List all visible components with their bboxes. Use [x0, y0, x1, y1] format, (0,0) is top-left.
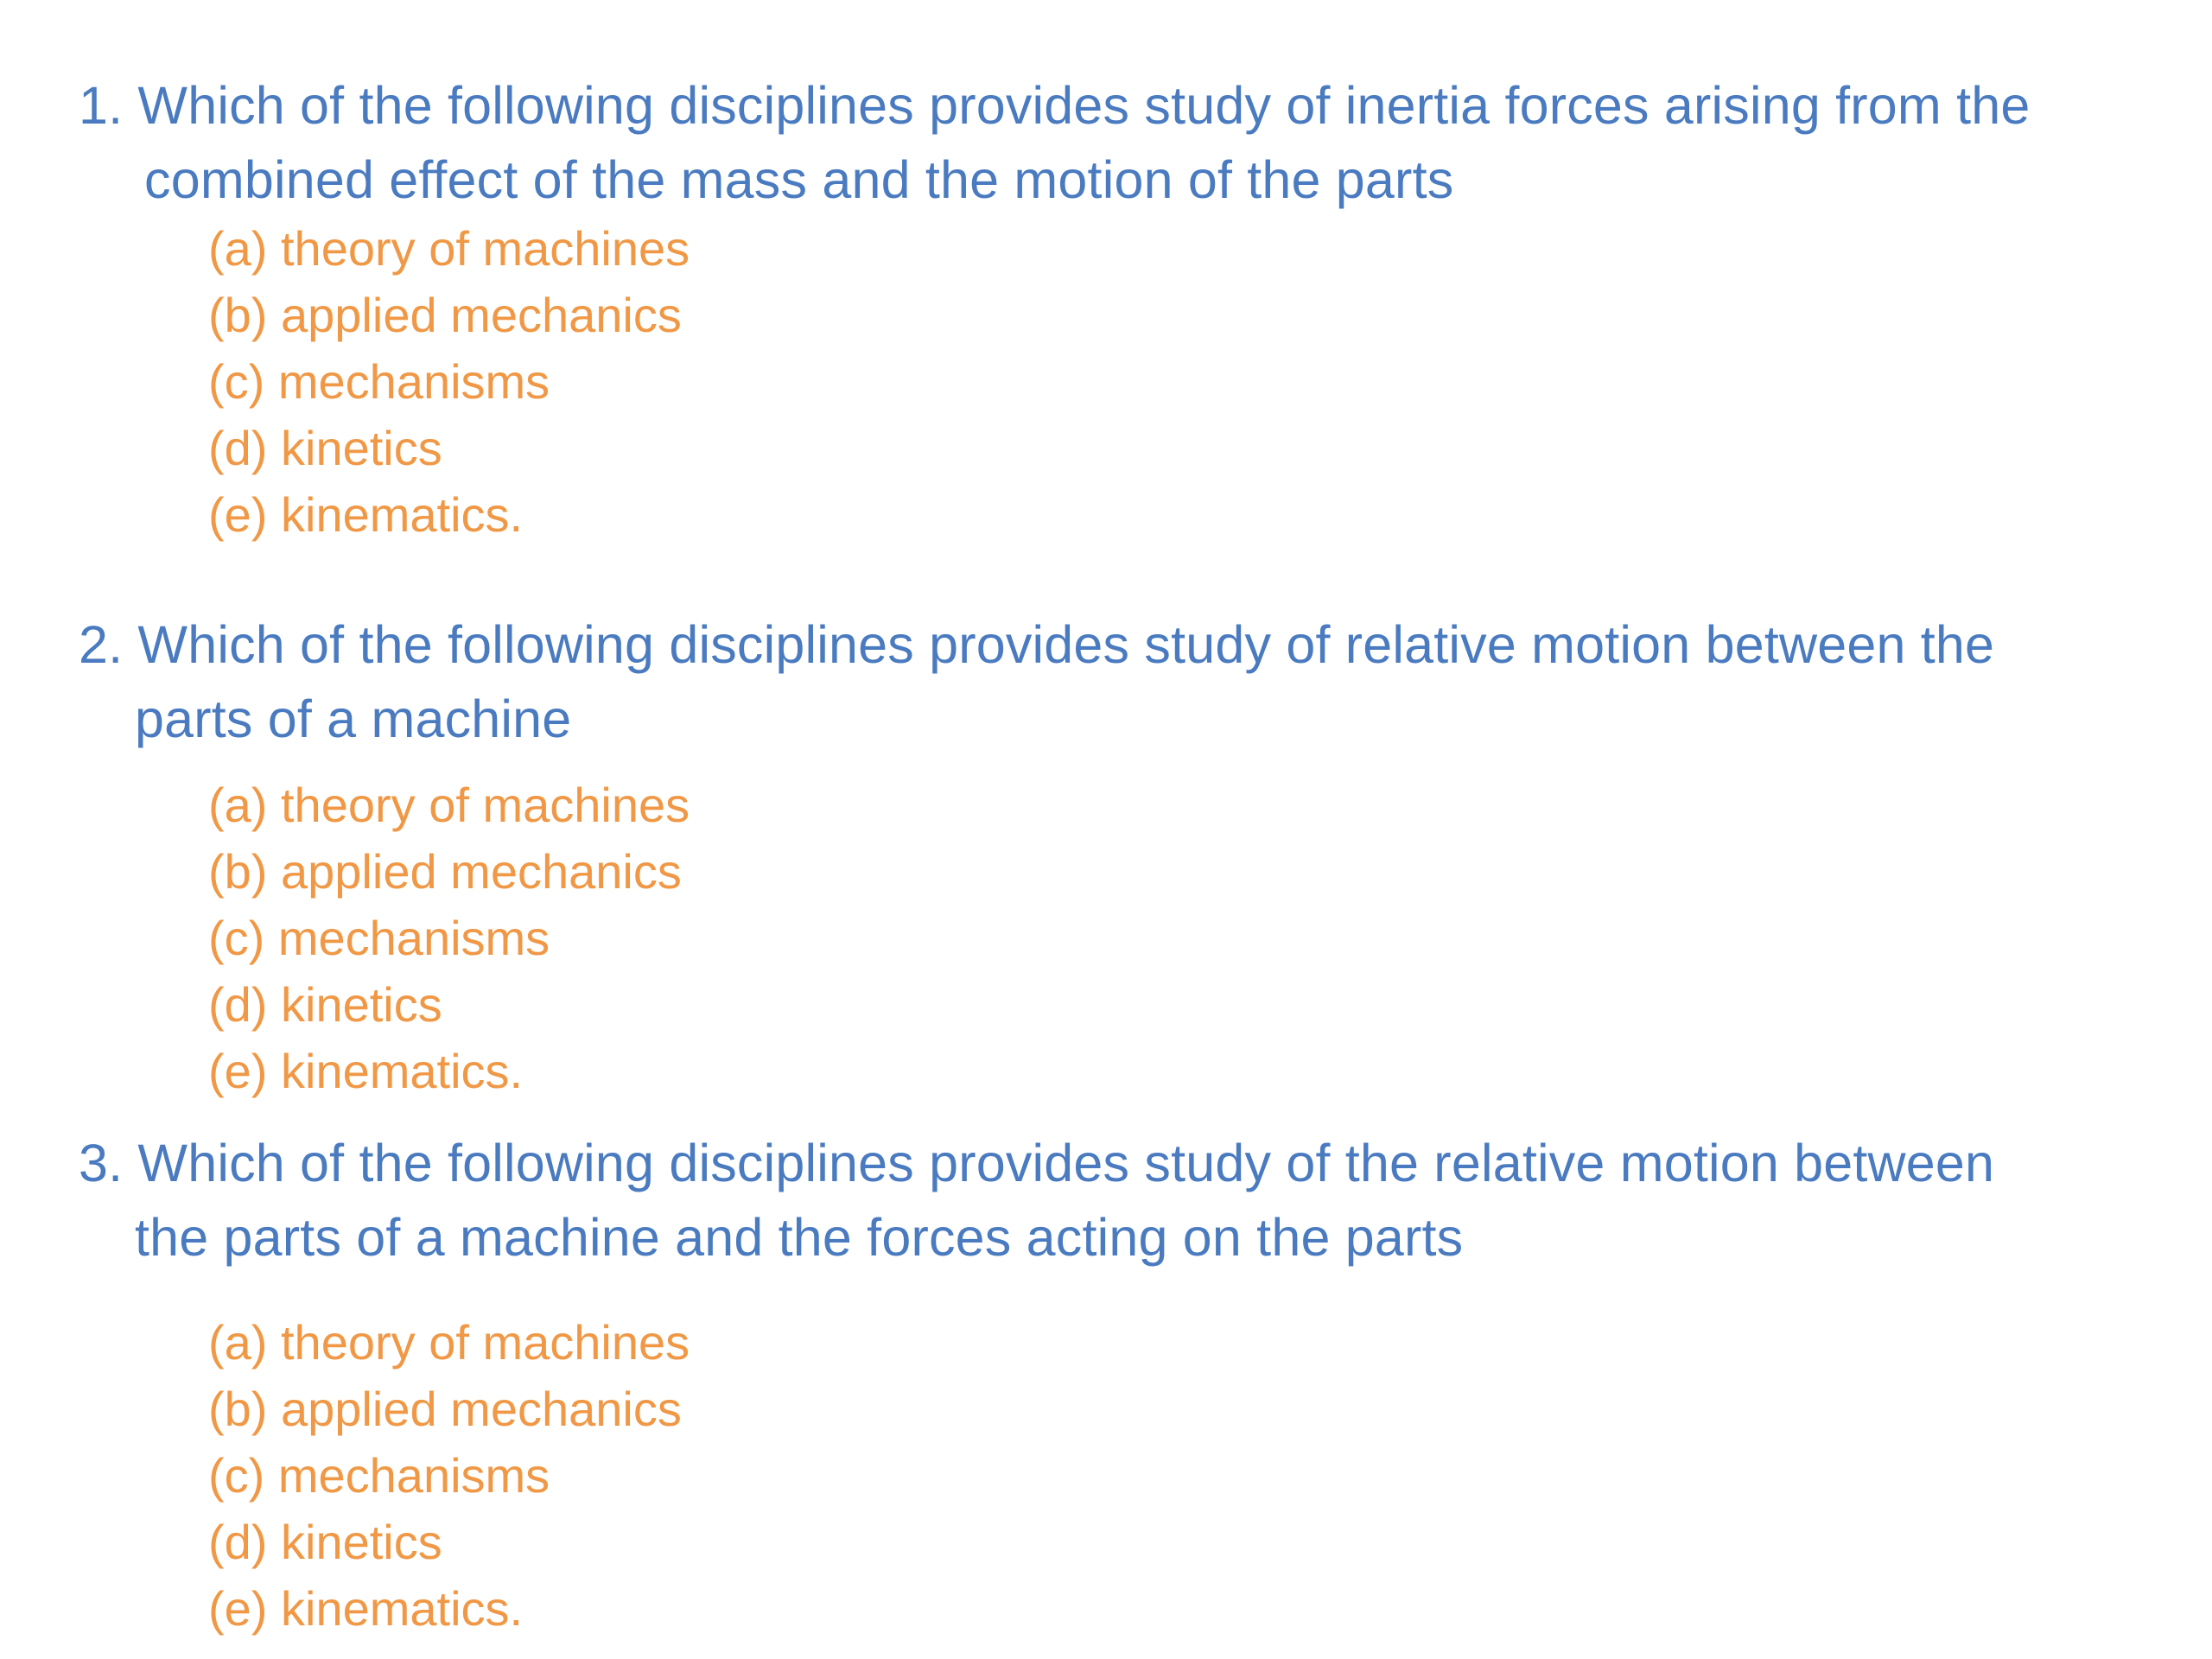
- question-2-option-c: (c) mechanisms: [208, 911, 550, 965]
- question-3-line-2: the parts of a machine and the forces acting on the parts: [135, 1208, 1464, 1267]
- question-3-option-b: (b) applied mechanics: [208, 1382, 682, 1436]
- question-3-option-e: (e) kinematics.: [208, 1581, 524, 1636]
- question-1-line-2: combined effect of the mass and the motion of the parts: [144, 150, 1454, 209]
- question-3-option-c: (c) mechanisms: [208, 1448, 550, 1503]
- question-2-option-d: (d) kinetics: [208, 977, 442, 1032]
- question-1-option-b: (b) applied mechanics: [208, 288, 682, 342]
- question-1-line-1: 1. Which of the following disciplines provides study of inertia forces arising from the: [79, 76, 2031, 135]
- question-2-option-b: (b) applied mechanics: [208, 844, 682, 899]
- question-1-option-a: (a) theory of machines: [208, 221, 690, 276]
- question-2-line-2: parts of a machine: [135, 690, 572, 748]
- question-3-option-d: (d) kinetics: [208, 1515, 442, 1569]
- question-1-option-d: (d) kinetics: [208, 421, 442, 475]
- question-2-option-a: (a) theory of machines: [208, 778, 690, 832]
- question-2-line-1: 2. Which of the following disciplines provides study of relative motion between the: [79, 615, 1995, 674]
- question-3-option-a: (a) theory of machines: [208, 1315, 690, 1370]
- question-1-option-e: (e) kinematics.: [208, 487, 524, 542]
- question-2-option-e: (e) kinematics.: [208, 1044, 524, 1098]
- question-3-line-1: 3. Which of the following disciplines provides study of the relative motion between: [79, 1134, 1995, 1192]
- question-1-option-c: (c) mechanisms: [208, 354, 550, 409]
